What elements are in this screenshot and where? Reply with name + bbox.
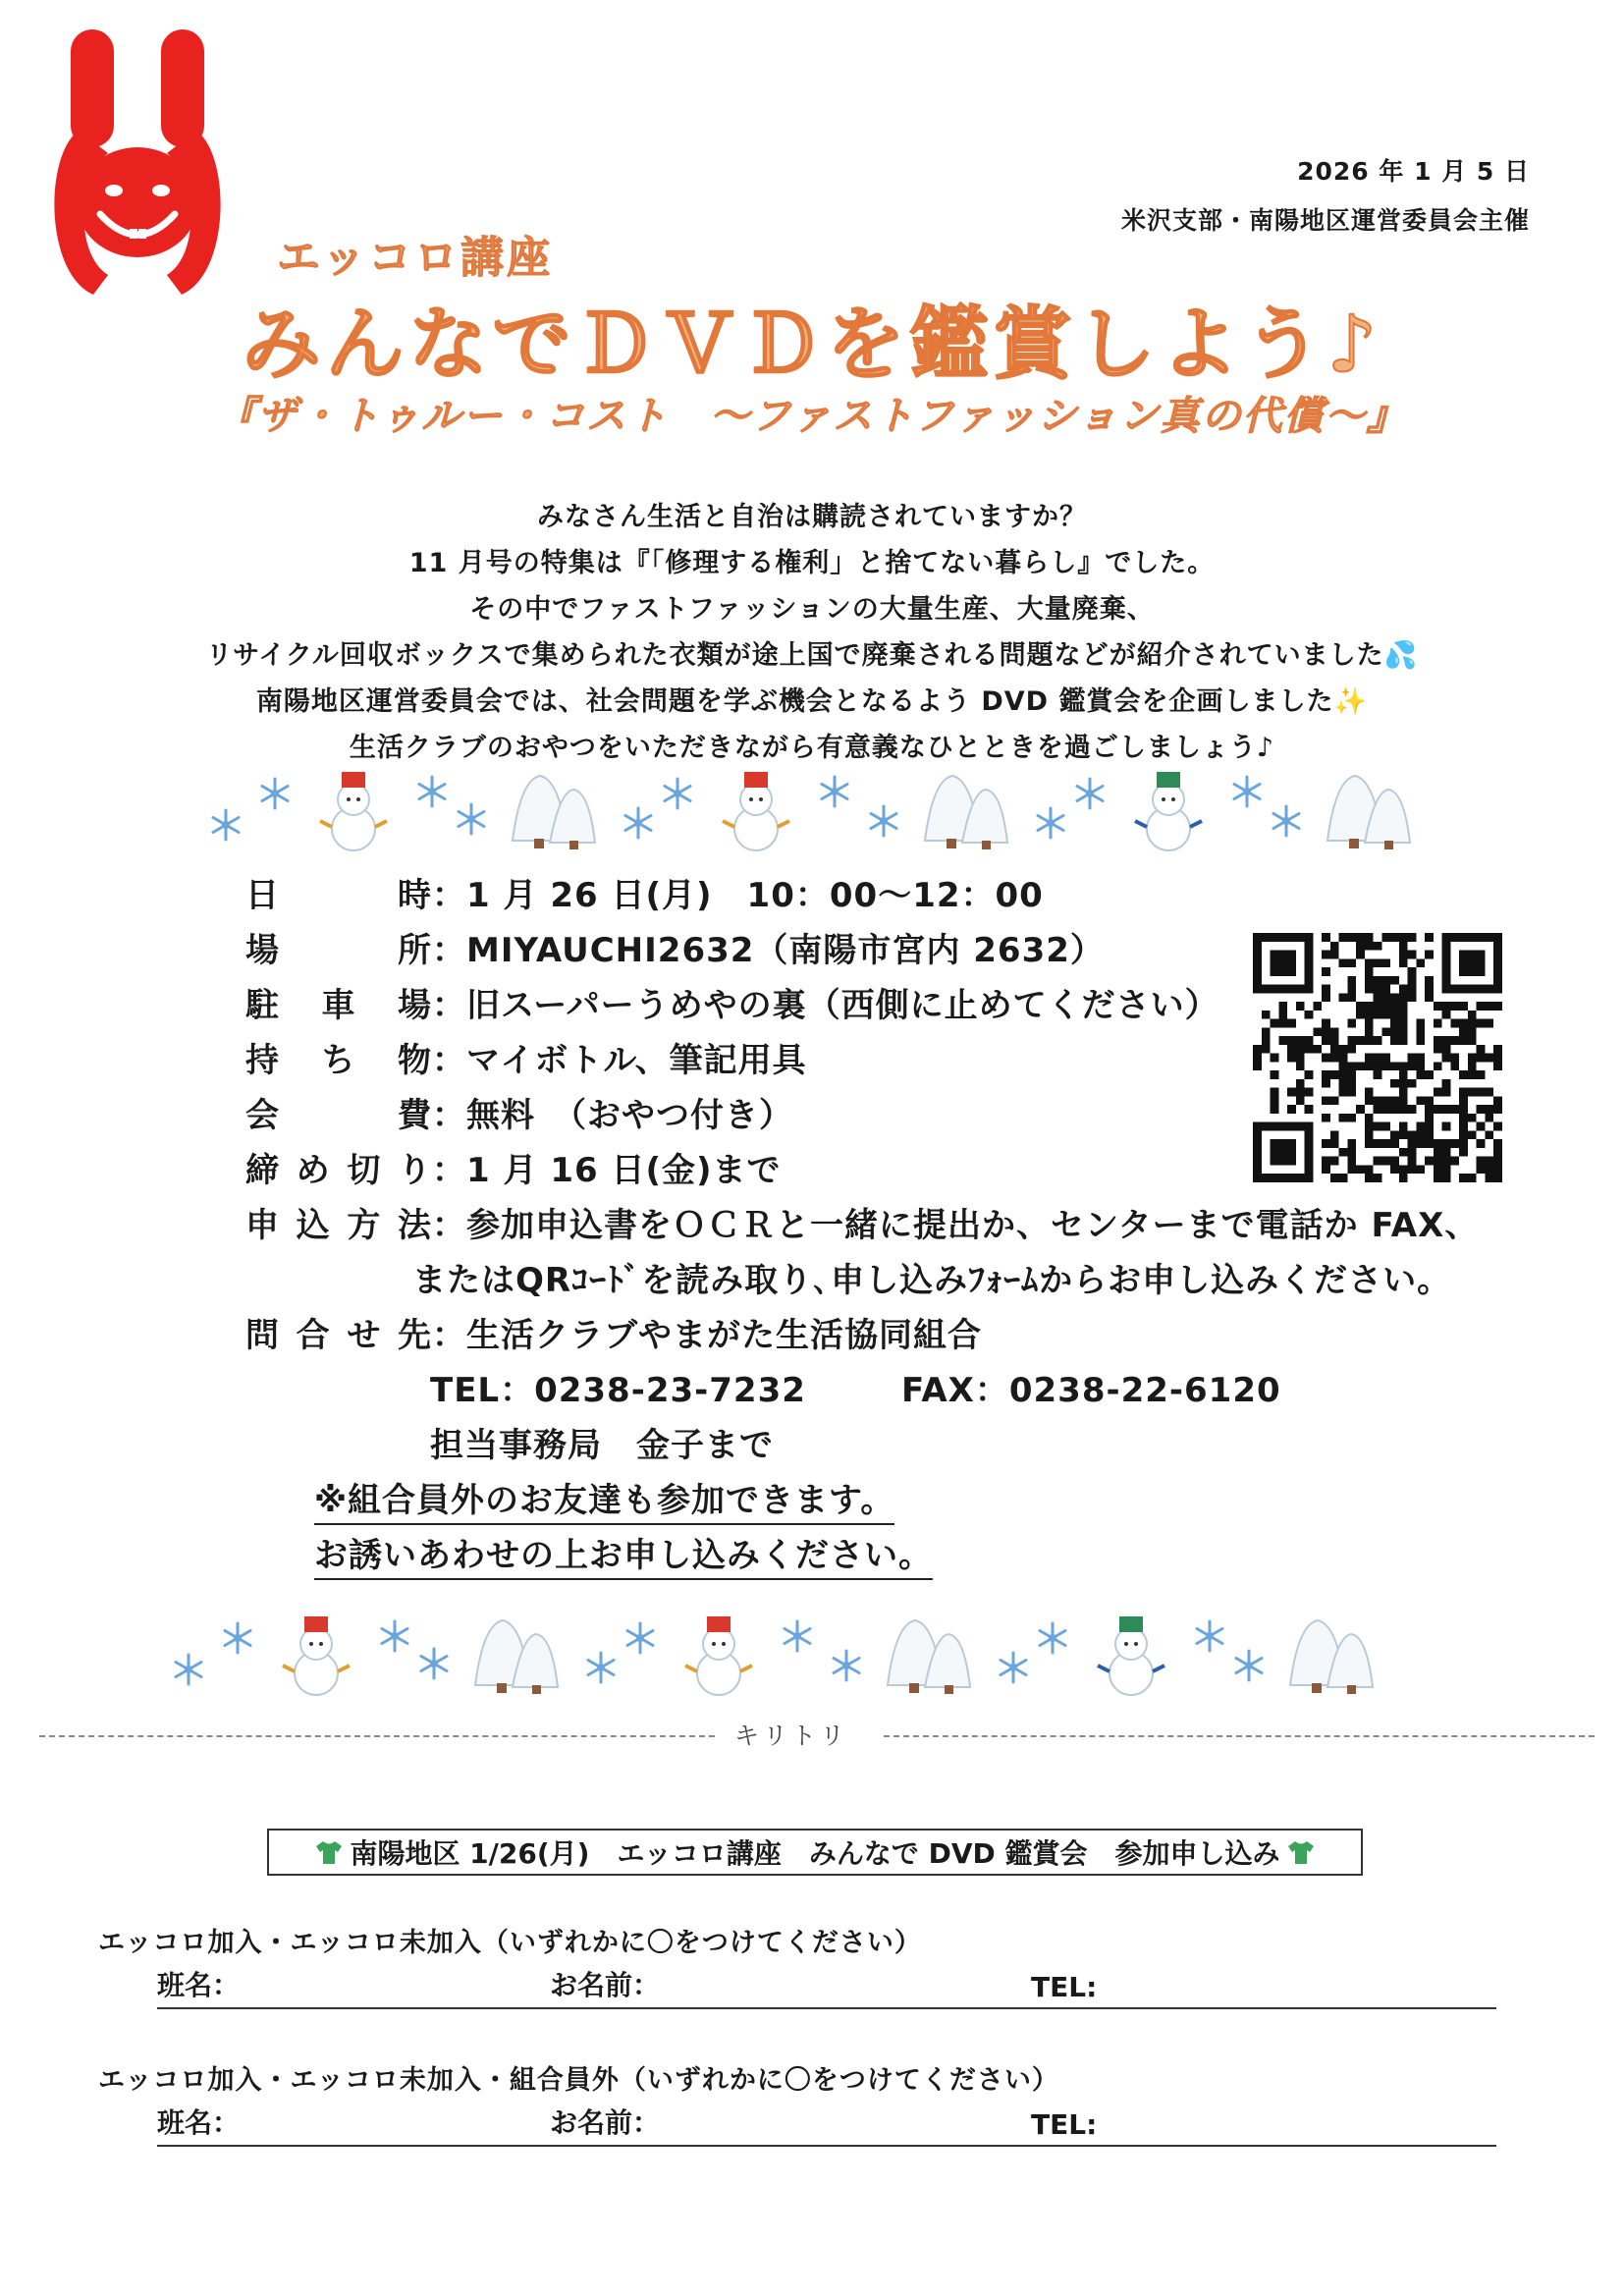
tel-label: TEL:	[1031, 1971, 1098, 2003]
film-subtitle: 『ザ・トゥルー・コスト ～ファストファッション真の代償～』	[216, 394, 1408, 439]
tshirt-icon	[314, 1839, 344, 1865]
issue-date: 2026 年 1 月 5 日	[1297, 157, 1530, 186]
detail-contact: 問合せ先：生活クラブやまがた生活協同組合	[245, 1316, 982, 1355]
contact-staff: 担当事務局 金子まで	[430, 1426, 774, 1465]
intro-line: 南陽地区運営委員会では、社会問題を学ぶ機会となるよう DVD 鑑賞会を企画しました✨	[255, 686, 1369, 717]
detail-parking: 駐 車 場：旧スーパーうめやの裏（西側に止めてください）	[245, 986, 1219, 1025]
series-title: エッコロ講座	[277, 233, 554, 283]
detail-datetime: 日 時：1 月 26 日(月) 10：00～12：00	[245, 876, 1044, 915]
tel-label: TEL:	[1031, 2108, 1098, 2141]
intro-line: その中でファストファッションの大量生産、大量廃棄、	[469, 594, 1155, 625]
main-title: みんなでＤＶＤを鑑賞しよう♪	[242, 299, 1382, 390]
tshirt-icon	[1286, 1839, 1316, 1865]
intro-line: みなさん生活と自治は購読されていますか？	[537, 502, 1087, 532]
group-label: 班名：	[157, 1969, 241, 2001]
membership-choice-2[interactable]: エッコロ加入・エッコロ未加入・組合員外（いずれかに〇をつけてください）	[98, 2065, 1059, 2096]
detail-bring: 持 ち 物：マイボトル、筆記用具	[245, 1041, 807, 1080]
cut-line-right	[884, 1735, 1595, 1737]
intro-line: 11 月号の特集は『「修理する権利」と捨てない暮らし』でした。	[408, 548, 1216, 578]
form-title-box	[267, 1829, 1363, 1876]
membership-choice-1[interactable]: エッコロ加入・エッコロ未加入（いずれかに〇をつけてください）	[98, 1928, 922, 1958]
cut-line-left	[39, 1735, 715, 1737]
note-invite: お誘いあわせの上お申し込みください。	[314, 1528, 933, 1580]
contact-fax: FAX：0238-22-6120	[901, 1371, 1281, 1410]
winter-decoration-bottom	[169, 1609, 1386, 1707]
detail-place: 場 所：MIYAUCHI2632（南陽市宮内 2632）	[245, 931, 1105, 970]
rabbit-logo-icon	[39, 27, 236, 302]
form-entry-line-2[interactable]	[157, 2105, 1496, 2147]
detail-fee: 会 費：無料 （おやつ付き）	[245, 1096, 793, 1135]
qr-code[interactable]	[1253, 933, 1502, 1182]
detail-deadline: 締め切り：1 月 16 日(金)まで	[245, 1151, 782, 1190]
intro-line: リサイクル回収ボックスで集められた衣類が途上国で廃棄される問題などが紹介されていました💦	[205, 640, 1419, 671]
winter-decoration-top	[206, 764, 1424, 862]
note-nonmember: ※組合員外のお友達も参加できます。	[314, 1473, 894, 1525]
detail-apply: 申込方法：参加申込書をＯＣＲと一緒に提出か、センターまで電話か FAX、	[245, 1206, 1480, 1245]
name-label: お名前：	[550, 2106, 661, 2139]
organizer: 米沢支部・南陽地区運営委員会主催	[1120, 206, 1530, 235]
cut-label: キリトリ	[734, 1722, 849, 1750]
intro-line: 生活クラブのおやつをいただきながら有意義なひとときを過ごしましょう♪	[349, 733, 1275, 763]
detail-apply-cont: またはQRｺｰﾄﾞを読み取り､申し込みﾌｫｰﾑからお申し込みください。	[412, 1261, 1452, 1300]
group-label: 班名：	[157, 2106, 241, 2139]
contact-tel: TEL：0238-23-7232	[430, 1371, 806, 1410]
name-label: お名前：	[550, 1969, 661, 2001]
form-title: 南陽地区 1/26(月) エッコロ講座 みんなで DVD 鑑賞会 参加申し込み	[350, 1837, 1280, 1870]
form-entry-line-1[interactable]	[157, 1968, 1496, 2009]
